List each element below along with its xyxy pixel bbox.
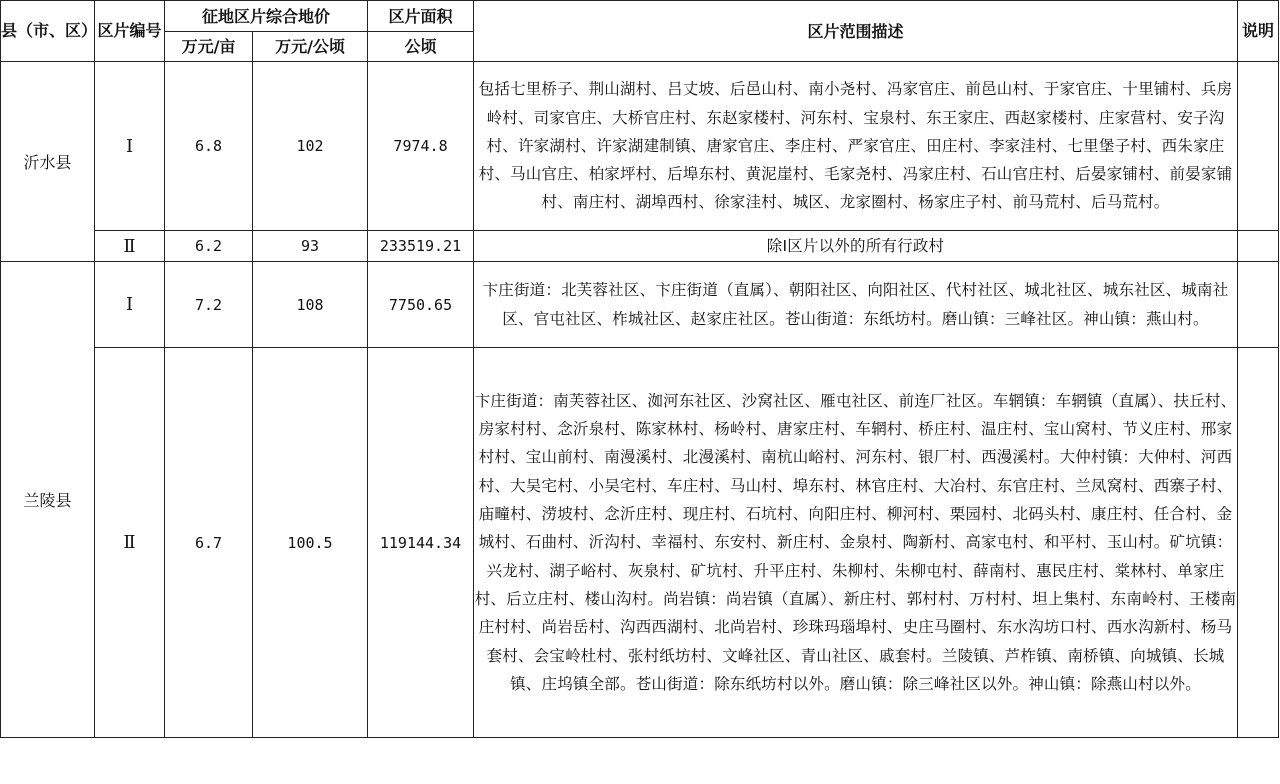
header-note: 说明: [1238, 1, 1279, 62]
header-price-ha-unit: 万元/公顷: [253, 32, 368, 62]
header-area: 区片面积: [368, 1, 474, 32]
note-cell: [1238, 62, 1279, 231]
price-mu-cell: 6.8: [165, 62, 253, 231]
zone-cell: Ⅱ: [95, 231, 165, 262]
header-area-unit: 公顷: [368, 32, 474, 62]
header-zone-no: 区片编号: [95, 1, 165, 62]
area-cell: 233519.21: [368, 231, 474, 262]
price-ha-cell: 93: [253, 231, 368, 262]
area-cell: 119144.34: [368, 348, 474, 738]
note-cell: [1238, 262, 1279, 348]
header-price-mu-unit: 万元/亩: [165, 32, 253, 62]
price-mu-cell: 7.2: [165, 262, 253, 348]
scope-cell: 除Ⅰ区片以外的所有行政村: [474, 231, 1238, 262]
scope-cell: 包括七里桥子、荆山湖村、吕丈坡、后邑山村、南小尧村、冯家官庄、前邑山村、于家官庄、十里铺村、兵房岭村、司家官庄、大桥官庄村、东赵家楼村、河东村、宝泉村、东王家庄、西赵家楼村、庄家营村、安子沟村、许家湖村、许家湖建制镇、唐家官庄、李庄村、严家官庄、田庄村、李家洼村、七里堡子村、西朱家庄村、马山官庄、柏家坪村、后埠东村、黄泥崖村、毛家尧村、冯家庄村、石山官庄村、后晏家铺村、前晏家铺村、南庄村、湖埠西村、徐家洼村、城区、龙家圈村、杨家庄子村、前马荒村、后马荒村。: [474, 62, 1238, 231]
table-row: [1, 62, 1279, 231]
scope-cell: 卞庄街道：北芙蓉社区、卞庄街道（直属）、朝阳社区、向阳社区、代村社区、城北社区、城东社区、城南社区、官屯社区、柞城社区、赵家庄社区。苍山街道：东纸坊村。磨山镇：三峰社区。神山镇：燕山村。: [474, 262, 1238, 348]
header-county: 县（市、区）: [1, 1, 95, 62]
area-cell: 7750.65: [368, 262, 474, 348]
price-mu-cell: 6.2: [165, 231, 253, 262]
scope-cell: 卞庄街道：南芙蓉社区、洳河东社区、沙窝社区、雁屯社区、前连厂社区。车辋镇：车辋镇（直属）、扶丘村、房家村村、念沂泉村、陈家林村、杨岭村、唐家庄村、车辋村、桥庄村、温庄村、宝山窝村、节义庄村、邢家村村、宝山前村、南漫溪村、北漫溪村、南杭山峪村、河东村、银厂村、西漫溪村。大仲村镇：大仲村、河西村、大吴宅村、小吴宅村、车庄村、马山村、埠东村、林官庄村、大冶村、东官庄村、兰凤窝村、西寨子村、庙疃村、涝坡村、念沂庄村、现庄村、石坑村、向阳庄村、柳河村、栗园村、北码头村、康庄村、任合村、金城村、石曲村、沂沟村、幸福村、东安村、新庄村、金泉村、陶新村、高家屯村、和平村、玉山村。矿坑镇：兴龙村、湖子峪村、灰泉村、矿坑村、升平庄村、朱柳村、朱柳屯村、薛南村、惠民庄村、棠林村、单家庄村、后立庄村、楼山沟村。尚岩镇：尚岩镇（直属）、新庄村、郭村村、万村村、坦上集村、东南岭村、王楼南庄村村、尚岩岳村、沟西西湖村、北尚岩村、珍珠玛瑙埠村、史庄马圈村、东水沟坊口村、西水沟新村、杨马套村、会宝岭杜村、张村纸坊村、文峰社区、青山社区、戚套村。兰陵镇、芦柞镇、南桥镇、向城镇、长城镇、庄坞镇全部。苍山街道：除东纸坊村以外。磨山镇：除三峰社区以外。神山镇：除燕山村以外。: [474, 348, 1238, 738]
table-row: [1, 348, 1279, 738]
county-cell: 兰陵县: [1, 262, 95, 738]
price-mu-cell: 6.7: [165, 348, 253, 738]
price-ha-cell: 100.5: [253, 348, 368, 738]
note-cell: [1238, 231, 1279, 262]
price-ha-cell: 108: [253, 262, 368, 348]
zone-cell: Ⅰ: [95, 62, 165, 231]
table-row: [1, 231, 1279, 262]
table-row: [1, 262, 1279, 348]
zone-cell: Ⅰ: [95, 262, 165, 348]
area-cell: 7974.8: [368, 62, 474, 231]
header-price-group: 征地区片综合地价: [165, 1, 368, 32]
note-cell: [1238, 348, 1279, 738]
header-scope: 区片范围描述: [474, 1, 1238, 62]
county-cell: 沂水县: [1, 62, 95, 262]
zone-cell: Ⅱ: [95, 348, 165, 738]
price-ha-cell: 102: [253, 62, 368, 231]
